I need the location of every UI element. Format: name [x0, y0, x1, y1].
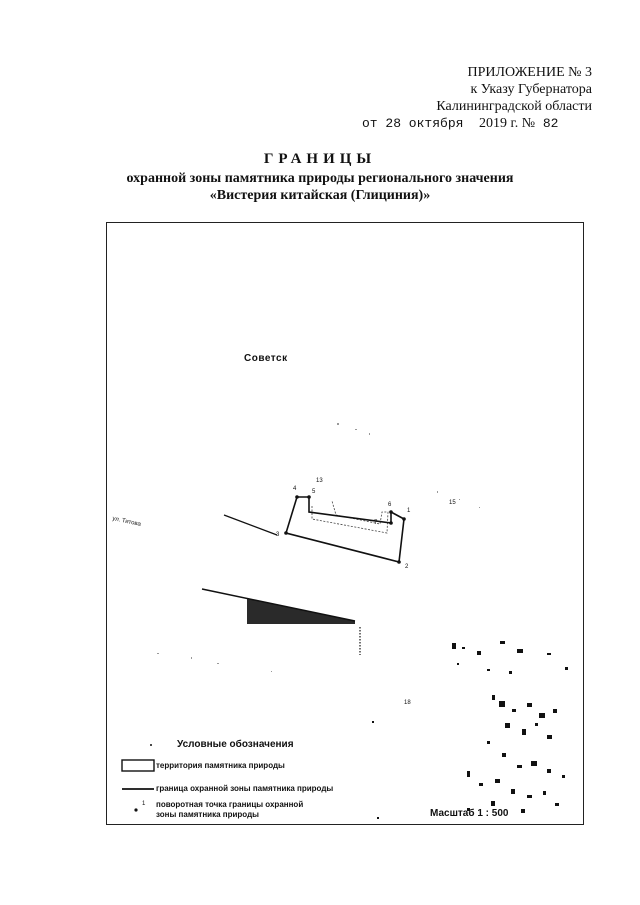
point-marker-4 — [295, 495, 299, 499]
noise-cluster — [372, 641, 568, 819]
boundary-map — [106, 222, 584, 825]
document-object-name: «Вистерия китайская (Глициния)» — [209, 188, 431, 203]
decree-number: 82 — [542, 116, 559, 131]
legend-point-label-line2: зоны памятника природы — [156, 810, 259, 819]
date-prefix: от 28 октября — [362, 116, 464, 131]
point-marker-2 — [397, 560, 401, 564]
point-label-1: 1 — [407, 508, 411, 514]
point-marker-5 — [307, 495, 311, 499]
street-line — [224, 515, 277, 535]
legend-point-number: 1 — [142, 801, 146, 807]
legend-bullet — [150, 744, 152, 746]
legend-point-label-line1: поворотная точка границы охранной — [156, 800, 304, 809]
appendix-region: Калининградской области — [436, 99, 592, 114]
protection-zone-border — [286, 497, 404, 562]
document-subtitle: охранной зоны памятника природы регионального значения — [126, 171, 514, 186]
map-drawing — [107, 223, 584, 825]
legend-territory-symbol — [122, 760, 154, 771]
parcel-label-15: 15 — [449, 500, 456, 506]
legend-territory-label: территория памятника природы — [156, 761, 285, 770]
point-label-5: 5 — [312, 489, 316, 495]
point-label-3: 3 — [276, 532, 280, 538]
city-label: Советск — [244, 353, 288, 364]
legend-border-label: граница охранной зоны памятника природы — [156, 784, 334, 793]
background-marks — [157, 423, 480, 672]
point-label-7: 7 — [374, 520, 378, 526]
point-label-4: 4 — [293, 486, 297, 492]
point-marker-6 — [389, 510, 393, 514]
legend-title: Условные обозначения — [177, 739, 294, 750]
appendix-date — [362, 116, 558, 132]
map-scale: Масштаб 1 : 500 — [430, 808, 509, 819]
parcel-label-13: 13 — [316, 478, 323, 484]
date-year: 2019 г. № — [479, 116, 536, 131]
street-label: ул. Титова — [111, 516, 142, 528]
point-label-6: 6 — [388, 502, 392, 508]
appendix-number: ПРИЛОЖЕНИЕ № 3 — [467, 65, 592, 80]
point-label-2: 2 — [405, 564, 409, 570]
point-marker-3 — [284, 531, 288, 535]
appendix-to-decree: к Указу Губернатора — [470, 82, 592, 97]
document-heading: ГРАНИЦЫ — [263, 151, 377, 167]
legend-point-symbol — [134, 808, 137, 811]
point-marker-1 — [402, 517, 406, 521]
parcel-label-18: 18 — [404, 700, 411, 706]
point-marker-7 — [389, 521, 393, 525]
